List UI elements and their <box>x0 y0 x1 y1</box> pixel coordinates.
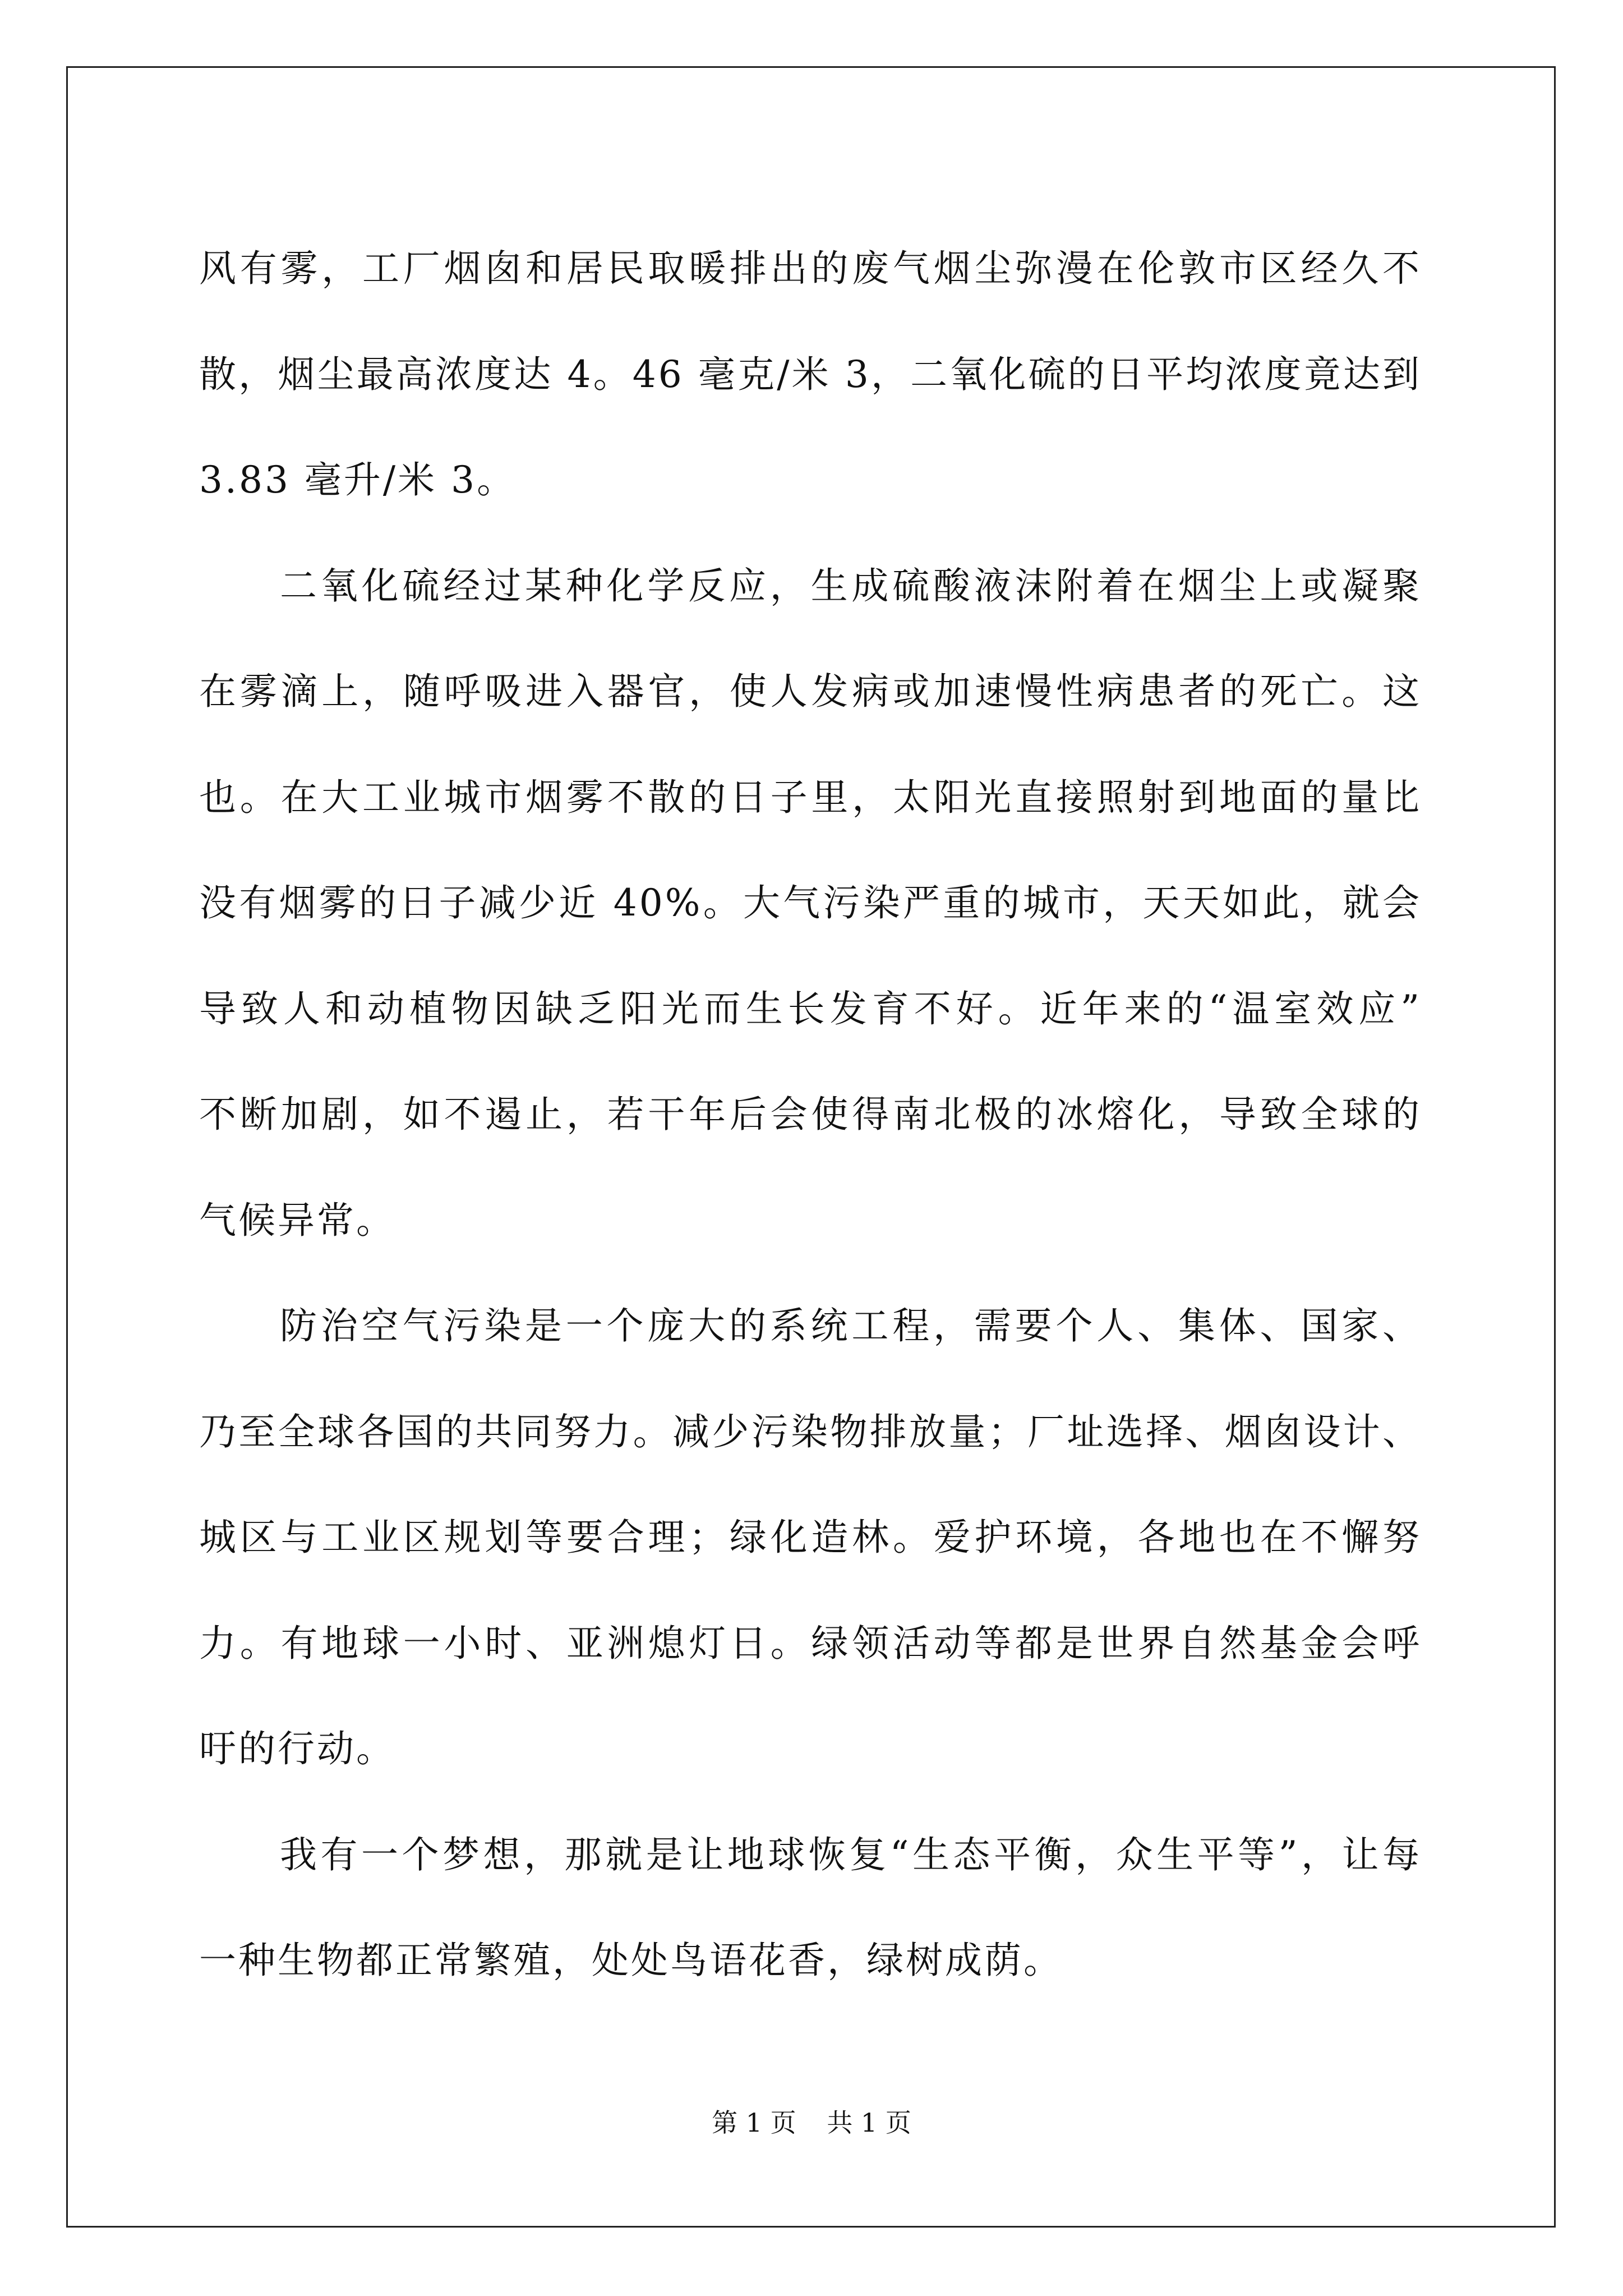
text-line: 一种生物都正常繁殖，处处鸟语花香，绿树成荫。 <box>199 1939 1063 1982</box>
text-line: 不断加剧，如不遏止，若干年后会使得南北极的冰熔化，导致全球的 <box>199 1093 1422 1136</box>
page-total: 共 1 页 <box>827 2108 911 2138</box>
text-line: 力。有地球一小时、亚洲熄灯日。绿领活动等都是世界自然基金会呼 <box>199 1621 1422 1665</box>
text-line: 城区与工业区规划等要合理；绿化造林。爱护环境，各地也在不懈努 <box>199 1516 1422 1559</box>
paragraph-1 <box>199 216 1422 533</box>
page-number: 第 1 页 <box>712 2108 796 2138</box>
text-line: 没有烟雾的日子减少近 40%。大气污染严重的城市，天天如此，就会 <box>199 881 1422 924</box>
paragraph-2 <box>199 533 1422 1274</box>
text-line: 3.83 毫升/米 3。 <box>199 458 517 501</box>
page-footer <box>0 2102 1623 2139</box>
document-body <box>199 216 1422 2014</box>
text-line: 导致人和动植物因缺乏阳光而生长发育不好。近年来的“温室效应” <box>199 987 1422 1030</box>
text-line: 吁的行动。 <box>199 1727 395 1770</box>
text-line: 气候异常。 <box>199 1198 395 1242</box>
text-line: 风有雾，工厂烟囱和居民取暖排出的废气烟尘弥漫在伦敦市区经久不 <box>199 247 1422 290</box>
text-line: 二氧化硫经过某种化学反应，生成硫酸液沫附着在烟尘上或凝聚 <box>280 564 1422 608</box>
paragraph-3 <box>199 1273 1422 1802</box>
paragraph-4 <box>199 1802 1422 2014</box>
text-line: 散，烟尘最高浓度达 4。46 毫克/米 3，二氧化硫的日平均浓度竟达到 <box>199 352 1422 396</box>
text-line: 在雾滴上，随呼吸进入器官，使人发病或加速慢性病患者的死亡。这 <box>199 670 1422 713</box>
text-line: 乃至全球各国的共同努力。减少污染物排放量；厂址选择、烟囱设计、 <box>199 1410 1422 1453</box>
text-line: 也。在大工业城市烟雾不散的日子里，太阳光直接照射到地面的量比 <box>199 775 1422 819</box>
text-line: 我有一个梦想，那就是让地球恢复“生态平衡，众生平等”，让每 <box>280 1833 1422 1876</box>
text-line: 防治空气污染是一个庞大的系统工程，需要个人、集体、国家、 <box>280 1304 1422 1347</box>
